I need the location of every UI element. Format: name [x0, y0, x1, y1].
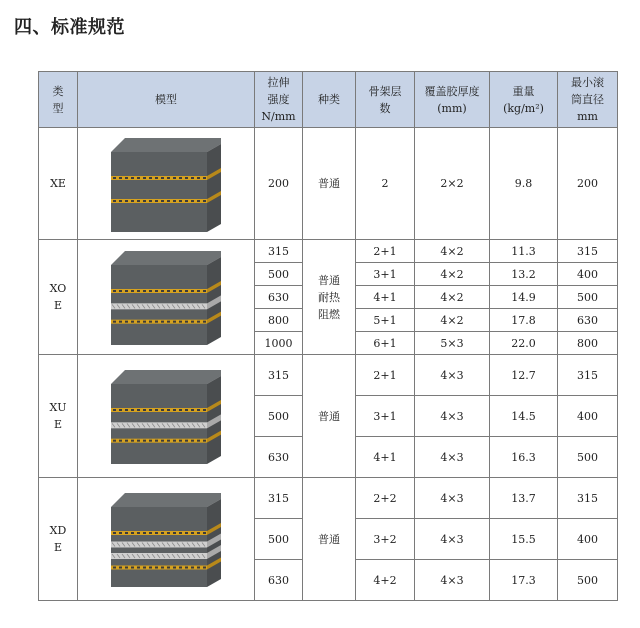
- pulley-cell: 800: [558, 332, 618, 355]
- strength-cell: 630: [255, 437, 303, 478]
- strength-cell: 315: [255, 478, 303, 519]
- plies-cell: 5+1: [356, 309, 415, 332]
- pulley-cell: 400: [558, 396, 618, 437]
- table-body: [39, 128, 618, 601]
- kind-cell: 普通: [303, 128, 356, 240]
- cover-cell: 4×2: [415, 240, 490, 263]
- strength-cell: 800: [255, 309, 303, 332]
- type-cell: XO E: [39, 240, 78, 355]
- strength-cell: 500: [255, 396, 303, 437]
- strength-cell: 315: [255, 355, 303, 396]
- cover-cell: 4×3: [415, 560, 490, 601]
- weight-cell: 13.7: [490, 478, 558, 519]
- pulley-cell: 200: [558, 128, 618, 240]
- plies-cell: 3+1: [356, 396, 415, 437]
- cover-cell: 4×2: [415, 309, 490, 332]
- cover-cell: 4×3: [415, 396, 490, 437]
- pulley-cell: 315: [558, 240, 618, 263]
- header-model: 模型: [78, 72, 255, 128]
- model-cell: [78, 355, 255, 478]
- belt-cross-section-image: [109, 247, 223, 347]
- pulley-cell: 400: [558, 263, 618, 286]
- cover-cell: 2×2: [415, 128, 490, 240]
- section-heading: 四、标准规范: [14, 17, 125, 38]
- plies-cell: 6+1: [356, 332, 415, 355]
- weight-cell: 14.5: [490, 396, 558, 437]
- table-row: [39, 355, 618, 396]
- header-cover: 覆盖胶厚度 (mm): [415, 72, 490, 128]
- plies-cell: 2+1: [356, 240, 415, 263]
- model-cell: [78, 478, 255, 601]
- header-plies: 骨架层 数: [356, 72, 415, 128]
- plies-cell: 3+1: [356, 263, 415, 286]
- spec-table: [38, 71, 618, 601]
- plies-cell: 2+1: [356, 355, 415, 396]
- pulley-cell: 500: [558, 560, 618, 601]
- pulley-cell: 500: [558, 437, 618, 478]
- plies-cell: 2+2: [356, 478, 415, 519]
- cover-cell: 4×3: [415, 478, 490, 519]
- belt-cross-section-image: [109, 366, 223, 466]
- weight-cell: 15.5: [490, 519, 558, 560]
- pulley-cell: 630: [558, 309, 618, 332]
- header-pulley: 最小滚 筒直径 mm: [558, 72, 618, 128]
- cover-cell: 4×3: [415, 519, 490, 560]
- plies-cell: 4+1: [356, 437, 415, 478]
- cover-cell: 4×2: [415, 286, 490, 309]
- weight-cell: 16.3: [490, 437, 558, 478]
- type-cell: XE: [39, 128, 78, 240]
- plies-cell: 3+2: [356, 519, 415, 560]
- header-row: [39, 72, 618, 128]
- cover-cell: 4×2: [415, 263, 490, 286]
- plies-cell: 4+1: [356, 286, 415, 309]
- weight-cell: 22.0: [490, 332, 558, 355]
- plies-cell: 4+2: [356, 560, 415, 601]
- weight-cell: 13.2: [490, 263, 558, 286]
- cover-cell: 4×3: [415, 437, 490, 478]
- strength-cell: 1000: [255, 332, 303, 355]
- strength-cell: 630: [255, 560, 303, 601]
- table-row: [39, 240, 618, 263]
- strength-cell: 200: [255, 128, 303, 240]
- weight-cell: 11.3: [490, 240, 558, 263]
- header-type: 类 型: [39, 72, 78, 128]
- plies-cell: 2: [356, 128, 415, 240]
- type-cell: XD E: [39, 478, 78, 601]
- table-row: [39, 128, 618, 240]
- weight-cell: 12.7: [490, 355, 558, 396]
- pulley-cell: 400: [558, 519, 618, 560]
- cover-cell: 5×3: [415, 332, 490, 355]
- belt-cross-section-image: [109, 134, 223, 234]
- strength-cell: 500: [255, 263, 303, 286]
- kind-cell: 普通: [303, 478, 356, 601]
- strength-cell: 315: [255, 240, 303, 263]
- belt-cross-section-image: [109, 489, 223, 589]
- header-weight: 重量 (kg/m²): [490, 72, 558, 128]
- header-strength: 拉伸 强度 N/mm: [255, 72, 303, 128]
- strength-cell: 630: [255, 286, 303, 309]
- model-cell: [78, 240, 255, 355]
- kind-cell: 普通 耐热 阻燃: [303, 240, 356, 355]
- type-cell: XU E: [39, 355, 78, 478]
- header-kind: 种类: [303, 72, 356, 128]
- model-cell: [78, 128, 255, 240]
- pulley-cell: 315: [558, 355, 618, 396]
- pulley-cell: 315: [558, 478, 618, 519]
- pulley-cell: 500: [558, 286, 618, 309]
- strength-cell: 500: [255, 519, 303, 560]
- kind-cell: 普通: [303, 355, 356, 478]
- table-row: [39, 478, 618, 519]
- weight-cell: 17.8: [490, 309, 558, 332]
- cover-cell: 4×3: [415, 355, 490, 396]
- weight-cell: 14.9: [490, 286, 558, 309]
- weight-cell: 17.3: [490, 560, 558, 601]
- weight-cell: 9.8: [490, 128, 558, 240]
